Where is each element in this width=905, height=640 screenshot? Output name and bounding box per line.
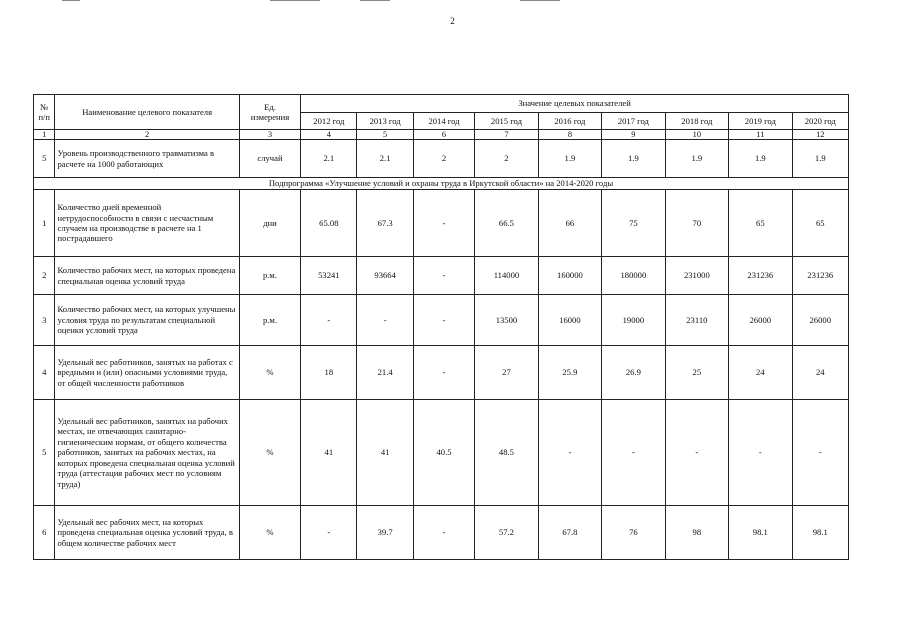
indicator-unit: дни	[239, 190, 300, 257]
value-cell: 48.5	[475, 400, 538, 506]
column-index: 4	[301, 130, 357, 140]
row-number: 6	[34, 506, 55, 560]
value-cell: 231000	[665, 257, 728, 295]
value-cell: 25	[665, 346, 728, 400]
value-cell: 76	[602, 506, 665, 560]
value-cell: 2	[475, 140, 538, 178]
value-cell: 66	[538, 190, 601, 257]
indicator-name: Уровень производственного травматизма в расчете на 1000 работающих	[55, 140, 239, 178]
value-cell: -	[665, 400, 728, 506]
value-cell: 27	[475, 346, 538, 400]
value-cell: 67.8	[538, 506, 601, 560]
value-cell: 19000	[602, 295, 665, 346]
value-cell: 53241	[301, 257, 357, 295]
indicator-name: Количество рабочих мест, на которых улучшены условия труда по результатам специальной оценки условий труда	[55, 295, 239, 346]
column-index-row	[34, 130, 849, 140]
value-cell: 114000	[475, 257, 538, 295]
value-cell: 231236	[729, 257, 792, 295]
table-row	[34, 140, 849, 178]
row-number: 3	[34, 295, 55, 346]
header-year: 2015 год	[475, 113, 538, 130]
header-year: 2016 год	[538, 113, 601, 130]
value-cell: -	[729, 400, 792, 506]
header-indicator-name: Наименование целевого показателя	[55, 95, 239, 130]
value-cell: 21.4	[357, 346, 413, 400]
value-cell: -	[792, 400, 848, 506]
header-year: 2017 год	[602, 113, 665, 130]
table-row	[34, 190, 849, 257]
value-cell: 26.9	[602, 346, 665, 400]
value-cell: 1.9	[602, 140, 665, 178]
header-year: 2018 год	[665, 113, 728, 130]
value-cell: -	[413, 346, 474, 400]
column-index: 2	[55, 130, 239, 140]
indicator-unit: р.м.	[239, 257, 300, 295]
column-index: 10	[665, 130, 728, 140]
value-cell: 18	[301, 346, 357, 400]
value-cell: -	[413, 295, 474, 346]
indicator-name: Количество дней временной нетрудоспособности в связи с несчастным случаем на производстве в расчете на 1 пострадавшего	[55, 190, 239, 257]
value-cell: 25.9	[538, 346, 601, 400]
value-cell: 93664	[357, 257, 413, 295]
value-cell: 39.7	[357, 506, 413, 560]
row-number: 1	[34, 190, 55, 257]
indicator-name: Количество рабочих мест, на которых проведена специальная оценка условий труда	[55, 257, 239, 295]
value-cell: 65.08	[301, 190, 357, 257]
column-index: 12	[792, 130, 848, 140]
table-row	[34, 257, 849, 295]
row-number: 5	[34, 140, 55, 178]
row-number: 5	[34, 400, 55, 506]
value-cell: 160000	[538, 257, 601, 295]
value-cell: 13500	[475, 295, 538, 346]
value-cell: 1.9	[729, 140, 792, 178]
scan-artifact	[62, 0, 80, 1]
column-index: 9	[602, 130, 665, 140]
column-index: 5	[357, 130, 413, 140]
value-cell: -	[538, 400, 601, 506]
value-cell: -	[413, 506, 474, 560]
value-cell: 1.9	[665, 140, 728, 178]
scan-artifact	[360, 0, 390, 1]
scan-artifact	[520, 0, 560, 1]
subprogram-row	[34, 178, 849, 190]
value-cell: 65	[792, 190, 848, 257]
column-index: 6	[413, 130, 474, 140]
indicator-name: Удельный вес работников, занятых на работах с вредными и (или) опасными условиями труда, от общей численности работников	[55, 346, 239, 400]
indicator-unit: %	[239, 506, 300, 560]
value-cell: 26000	[729, 295, 792, 346]
page-number: 2	[450, 16, 455, 26]
header-year: 2019 год	[729, 113, 792, 130]
column-index: 3	[239, 130, 300, 140]
header-year: 2012 год	[301, 113, 357, 130]
value-cell: 16000	[538, 295, 601, 346]
subprogram-title: Подпрограмма «Улучшение условий и охраны труда в Иркутской области» на 2014-2020 годы	[34, 178, 849, 190]
value-cell: 1.9	[792, 140, 848, 178]
value-cell: 98.1	[729, 506, 792, 560]
value-cell: 23110	[665, 295, 728, 346]
indicator-unit: %	[239, 346, 300, 400]
value-cell: 26000	[792, 295, 848, 346]
value-cell: -	[413, 190, 474, 257]
column-index: 1	[34, 130, 55, 140]
value-cell: -	[602, 400, 665, 506]
value-cell: 231236	[792, 257, 848, 295]
value-cell: 40.5	[413, 400, 474, 506]
indicator-name: Удельный вес работников, занятых на рабочих местах, не отвечающих санитарно-гигиеническим нормам, от общего количества работников, занятых на рабочих местах, на которых проведена специальная оценка условий труда (аттестация рабочих мест по условиям труда)	[55, 400, 239, 506]
value-cell: 2	[413, 140, 474, 178]
header-year: 2014 год	[413, 113, 474, 130]
table-row	[34, 295, 849, 346]
value-cell: 70	[665, 190, 728, 257]
value-cell: 98	[665, 506, 728, 560]
value-cell: 1.9	[538, 140, 601, 178]
value-cell: 57.2	[475, 506, 538, 560]
header-year: 2013 год	[357, 113, 413, 130]
column-index: 8	[538, 130, 601, 140]
value-cell: 2.1	[357, 140, 413, 178]
column-index: 7	[475, 130, 538, 140]
table-row	[34, 346, 849, 400]
value-cell: 98.1	[792, 506, 848, 560]
target-indicators-table	[33, 94, 849, 560]
scan-artifact	[270, 0, 320, 1]
header-unit: Ед. измерения	[239, 95, 300, 130]
value-cell: 41	[301, 400, 357, 506]
value-cell: 66.5	[475, 190, 538, 257]
value-cell: 41	[357, 400, 413, 506]
header-values-group: Значение целевых показателей	[301, 95, 849, 113]
table-row	[34, 400, 849, 506]
value-cell: 2.1	[301, 140, 357, 178]
indicator-unit: случай	[239, 140, 300, 178]
value-cell: 180000	[602, 257, 665, 295]
value-cell: 24	[792, 346, 848, 400]
value-cell: -	[301, 506, 357, 560]
value-cell: -	[357, 295, 413, 346]
indicator-unit: %	[239, 400, 300, 506]
header-number: № п/п	[34, 95, 55, 130]
row-number: 2	[34, 257, 55, 295]
header-year: 2020 год	[792, 113, 848, 130]
value-cell: -	[301, 295, 357, 346]
value-cell: 24	[729, 346, 792, 400]
value-cell: 67.3	[357, 190, 413, 257]
table-row	[34, 506, 849, 560]
row-number: 4	[34, 346, 55, 400]
column-index: 11	[729, 130, 792, 140]
indicator-unit: р.м.	[239, 295, 300, 346]
indicator-name: Удельный вес рабочих мест, на которых проведена специальная оценка условий труда, в общем количестве рабочих мест	[55, 506, 239, 560]
value-cell: 75	[602, 190, 665, 257]
value-cell: 65	[729, 190, 792, 257]
value-cell: -	[413, 257, 474, 295]
